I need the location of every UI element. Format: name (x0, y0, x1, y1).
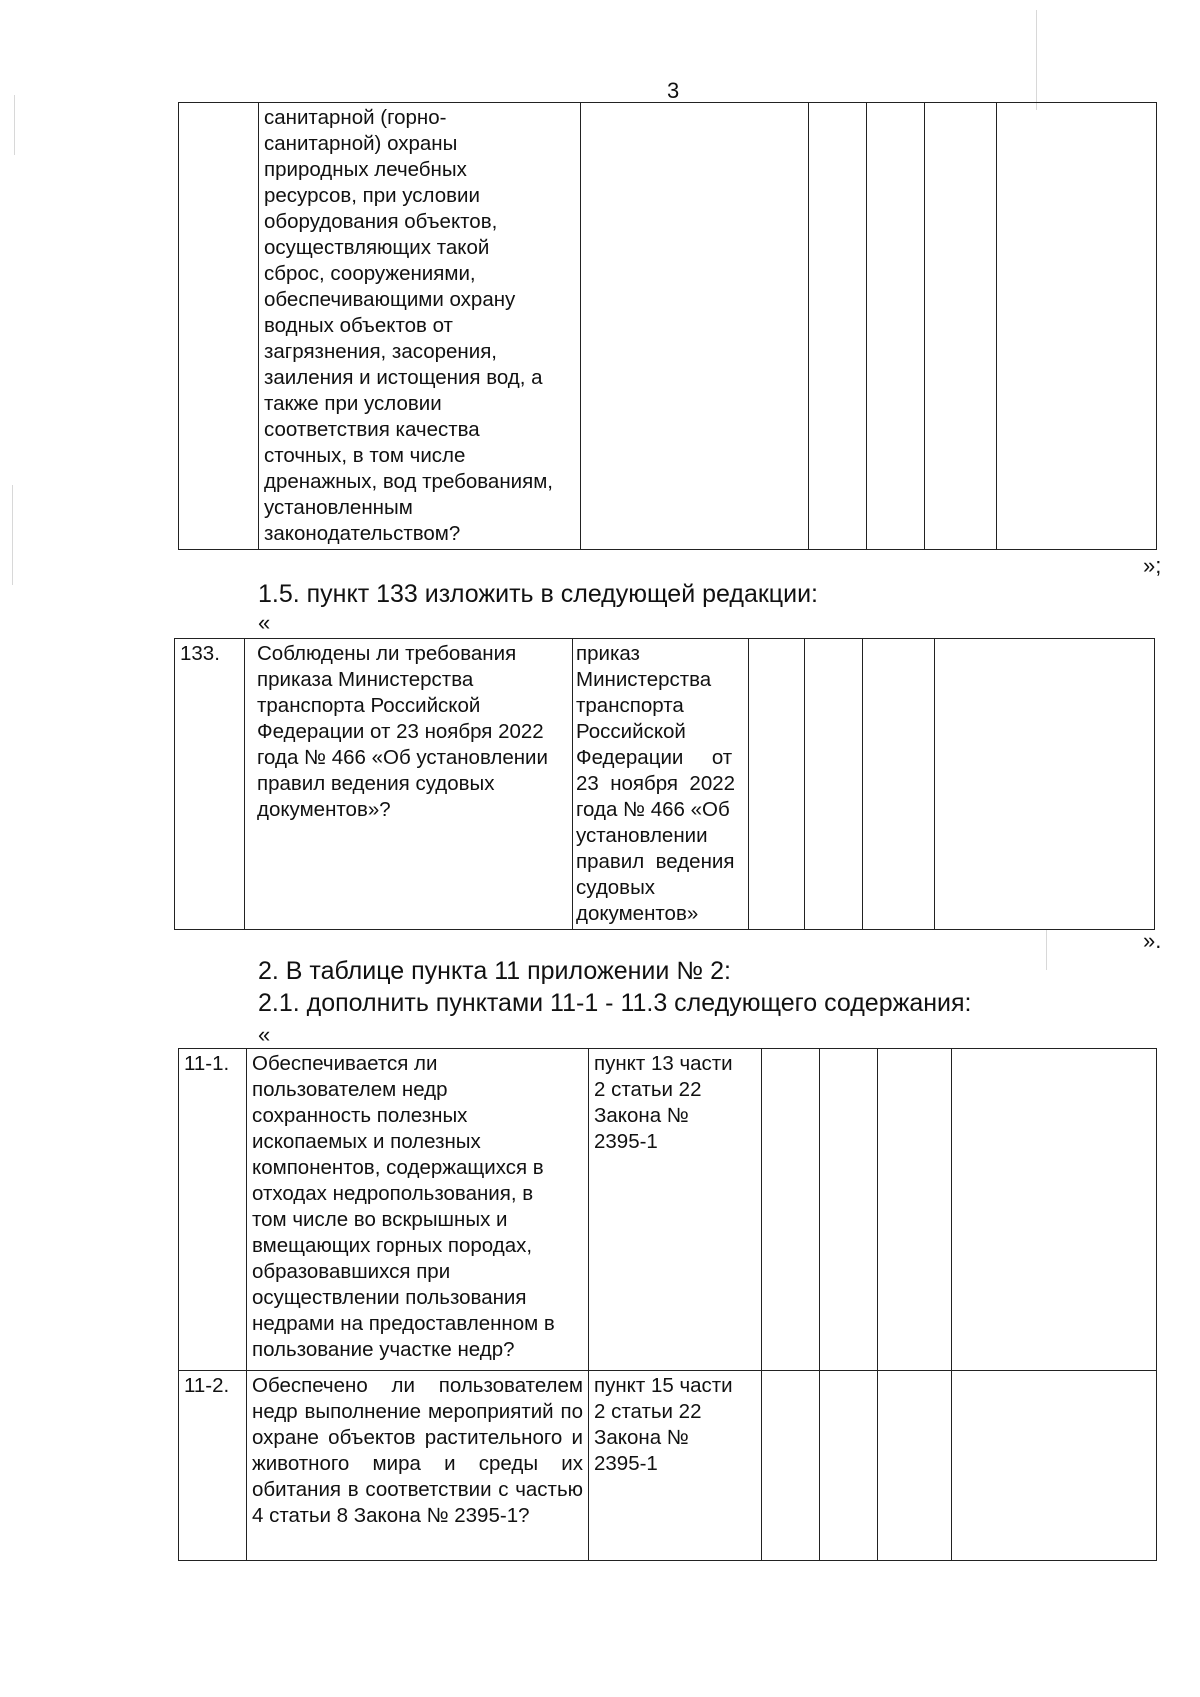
row-number-cell: 11-1. (179, 1049, 247, 1371)
cell-text-line: года № 466 «Об установлении (257, 746, 548, 769)
cell-text-line: водных объектов от (264, 314, 453, 337)
cell-text-line: том числе во вскрышных и (252, 1208, 508, 1231)
empty-cell (820, 1049, 878, 1371)
cell-text-line: Соблюдены ли требования (257, 642, 517, 665)
table-row (179, 1371, 1157, 1561)
cell-text-line: Федерации от 23 ноября 2022 (257, 720, 544, 743)
cell-text-line: законодательством? (264, 522, 461, 545)
empty-cell (878, 1049, 952, 1371)
table-item-133 (174, 638, 1155, 930)
empty-cell (762, 1371, 820, 1561)
cell-text-line: оборудования объектов, (264, 210, 498, 233)
empty-cell (952, 1049, 1157, 1371)
section-subheading: 2.1. дополнить пунктами 11-1 - 11.3 следующего содержания: (258, 989, 972, 1017)
scan-artifact-line (12, 485, 13, 585)
closing-quote: »; (1143, 553, 1162, 578)
cell-text-line: также при условии (264, 392, 442, 415)
cell-text-line: документов» (576, 902, 699, 925)
opening-quote: « (258, 1022, 271, 1047)
empty-cell (935, 639, 1155, 930)
section-heading: 2. В таблице пункта 11 приложении № 2: (258, 957, 731, 985)
empty-cell (925, 103, 997, 550)
row-number-cell: 133. (175, 639, 245, 930)
cell-text-line: пользователем недр (252, 1078, 448, 1101)
cell-text-line: ресурсов, при условии (264, 184, 480, 207)
cell-text-line: Министерства (576, 668, 712, 691)
cell-text-line: сточных, в том числе (264, 444, 466, 467)
cell-text-line: ископаемых и полезных (252, 1130, 481, 1153)
cell-text-line: отходах недропользования, в (252, 1182, 534, 1205)
cell-text-line: 2395-1 (594, 1452, 658, 1475)
row-number-cell (179, 103, 259, 550)
cell-text-line: Российской (576, 720, 686, 743)
cell-text-line: загрязнения, засорения, (264, 340, 497, 363)
cell-text-line: сохранность полезных (252, 1104, 468, 1127)
empty-cell (749, 639, 805, 930)
cell-text-line: приказа Министерства (257, 668, 474, 691)
scan-artifact-line (14, 95, 15, 155)
empty-cell (952, 1371, 1157, 1561)
cell-text-line: транспорта (576, 694, 684, 717)
cell-text-line: пользование участке недр? (252, 1338, 515, 1361)
cell-text-line: 2 статьи 22 (594, 1400, 702, 1423)
cell-text-line: года № 466 «Об (576, 798, 730, 821)
cell-text-line: образовавшихся при (252, 1260, 451, 1283)
cell-text-line: Закона № (594, 1104, 689, 1127)
empty-cell (878, 1371, 952, 1561)
empty-cell (805, 639, 863, 930)
table-items-11 (178, 1048, 1157, 1561)
cell-text-line: санитарной) охраны (264, 132, 458, 155)
reference-cell (589, 1371, 762, 1561)
empty-cell (997, 103, 1157, 550)
empty-cell (863, 639, 935, 930)
opening-quote: « (258, 610, 271, 635)
empty-cell (820, 1371, 878, 1561)
reference-cell (589, 1049, 762, 1371)
cell-text-line: установлении (576, 824, 708, 847)
page-number: 3 (667, 78, 680, 103)
cell-text-line: соответствия качества (264, 418, 480, 441)
cell-text-line: дренажных, вод требованиям, (264, 470, 553, 493)
scan-artifact-line (1036, 10, 1037, 110)
cell-text-line: 23 ноября 2022 (576, 772, 736, 795)
cell-text-line: Федерации от (576, 746, 733, 769)
empty-cell (867, 103, 925, 550)
cell-text-line: природных лечебных (264, 158, 467, 181)
cell-text-line: осуществляющих такой (264, 236, 490, 259)
question-cell (247, 1049, 589, 1371)
cell-text-line: судовых (576, 876, 656, 899)
cell-text-line: документов»? (257, 798, 391, 821)
cell-text-line: транспорта Российской (257, 694, 481, 717)
reference-cell (581, 103, 809, 550)
cell-text-line: приказ (576, 642, 640, 665)
cell-text-line: Обеспечивается ли (252, 1052, 438, 1075)
table-row (175, 639, 1155, 930)
cell-text-line: Закона № (594, 1426, 689, 1449)
question-cell (245, 639, 573, 930)
table-continuation (178, 102, 1157, 550)
cell-text-line: заиления и истощения вод, а (264, 366, 543, 389)
cell-text-line: правил ведения (576, 850, 735, 873)
cell-text-line: осуществлении пользования (252, 1286, 527, 1309)
question-cell (259, 103, 581, 550)
question-cell: Обеспечено ли пользователем недр выполнение мероприятий по охране объектов растительного и животного мира и среды их обитания в соответствии с частью 4 статьи 8 Закона № 2395-1? (247, 1371, 589, 1561)
cell-text-line: вмещающих горных породах, (252, 1234, 533, 1257)
cell-text-line: 2395-1 (594, 1130, 658, 1153)
empty-cell (762, 1049, 820, 1371)
cell-text-line: санитарной (горно- (264, 106, 447, 129)
cell-text-line: установленным (264, 496, 413, 519)
cell-text-line: пункт 13 части (594, 1052, 733, 1075)
cell-text-line: недрами на предоставленном в (252, 1312, 555, 1335)
row-number-cell: 11-2. (179, 1371, 247, 1561)
cell-text-line: правил ведения судовых (257, 772, 495, 795)
section-heading: 1.5. пункт 133 изложить в следующей редакции: (258, 580, 818, 608)
cell-text-line: сброс, сооружениями, (264, 262, 476, 285)
cell-text-line: обеспечивающими охрану (264, 288, 516, 311)
cell-text-line: 2 статьи 22 (594, 1078, 702, 1101)
cell-text-line: пункт 15 части (594, 1374, 733, 1397)
closing-quote: ». (1143, 928, 1162, 953)
table-row (179, 1049, 1157, 1371)
reference-cell (573, 639, 749, 930)
table-row (179, 103, 1157, 550)
cell-text-line: компонентов, содержащихся в (252, 1156, 544, 1179)
scan-artifact-line (1046, 930, 1047, 970)
empty-cell (809, 103, 867, 550)
